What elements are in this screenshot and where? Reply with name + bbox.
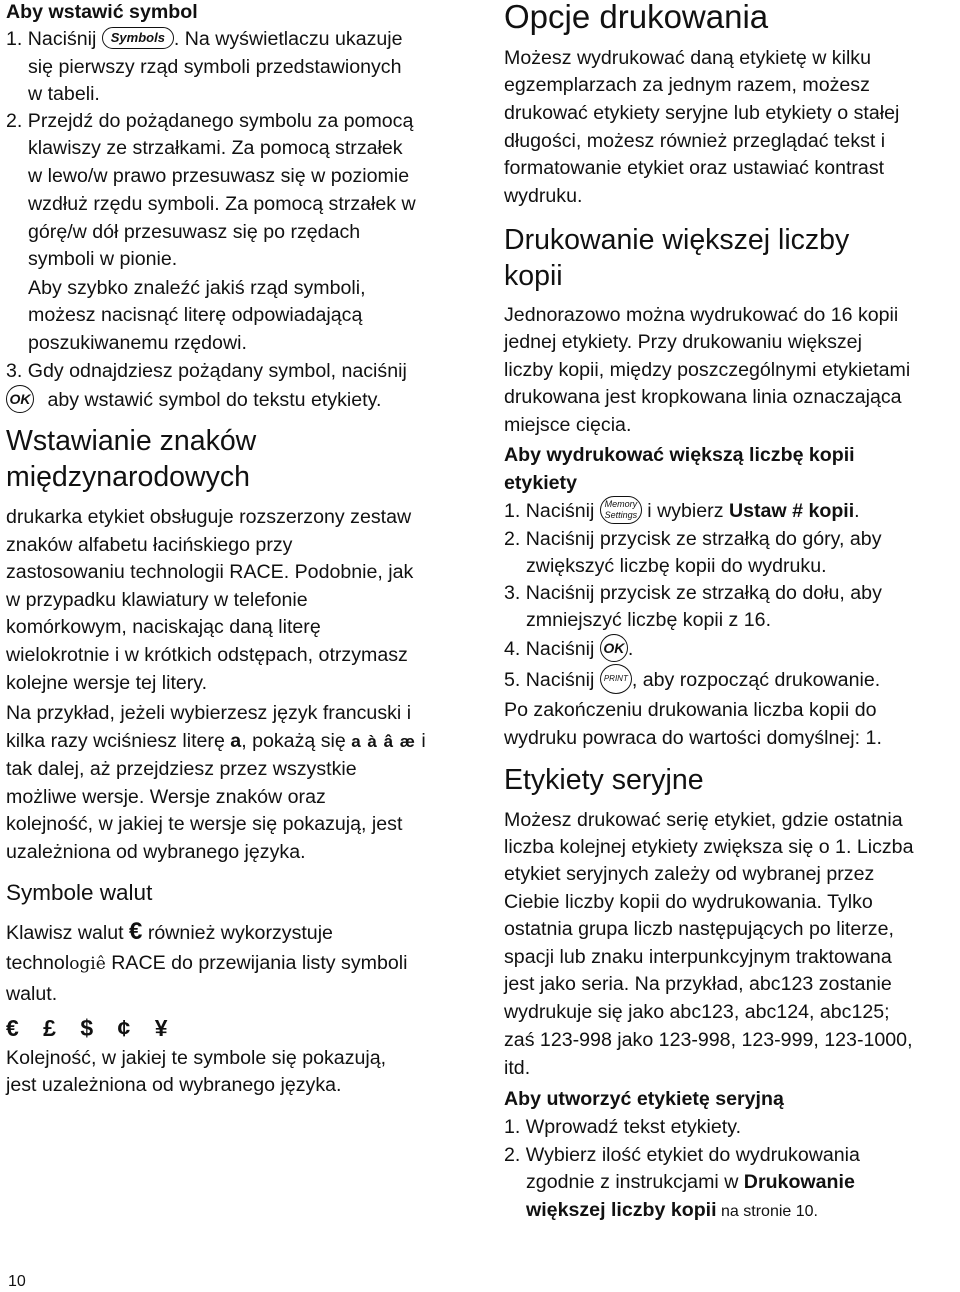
paragraph-line: wielokrotnie i w krótkich odstępach, otrzymasz <box>6 644 408 666</box>
paragraph-line <box>6 951 407 976</box>
paragraph-line: egzemplarzach za jednym razem, możesz <box>504 74 870 96</box>
international-heading: Wstawianie znaków <box>6 425 257 457</box>
step-text: na stronie 10. <box>716 1203 818 1220</box>
paragraph-line: zastosowaniu technologii RACE. Podobnie, jak <box>6 561 414 583</box>
paragraph-line: liczba kolejnej etykiety zwiększa się o 1. Liczba <box>504 836 914 858</box>
page-number: 10 <box>8 1273 26 1290</box>
paragraph-line: Ciebie liczby kopii do wydrukowania. Tylko <box>504 891 873 913</box>
paragraph-line: Jednorazowo można wydrukować do 16 kopii <box>504 304 899 326</box>
accented-characters: a à â æ <box>351 732 416 751</box>
paragraph-line: możliwe wersje. Wersje znaków oraz <box>6 786 326 808</box>
step-2-line: poszukiwanemu rzędowi. <box>28 332 247 354</box>
step-2-line: Aby szybko znaleźć jakiś rząd symboli, <box>28 277 366 299</box>
copies-subheading: etykiety <box>504 472 577 494</box>
paragraph-line: Po zakończeniu drukowania liczba kopii do <box>504 699 877 721</box>
copies-step-3: zmniejszyć liczbę kopii z 16. <box>526 609 772 631</box>
memory-settings-key-icon: Memory Settings <box>600 496 642 524</box>
paragraph-line: znaków alfabetu łacińskiego przy <box>6 534 293 556</box>
step-1-line: w tabeli. <box>28 83 100 105</box>
copies-step-3: 3. Naciśnij przycisk ze strzałką do dołu, aby <box>504 582 882 604</box>
paragraph-line: formatowanie etykiet oraz ustawiać kontrast <box>504 157 885 179</box>
example-text: i <box>415 730 426 752</box>
menu-option-name: Ustaw # kopii <box>728 500 855 523</box>
serial-step-2 <box>526 1198 818 1224</box>
step-text: zgodnie z instrukcjami w <box>526 1171 744 1193</box>
paragraph-line: spacji lub znaku interpunkcyjnym traktowana <box>504 946 892 968</box>
paragraph-line: w przypadku klawiatury w telefonie <box>6 589 308 611</box>
print-options-heading: Opcje drukowania <box>504 0 769 35</box>
euro-key-icon: € <box>129 918 143 945</box>
copies-step-4: 4. Naciśnij OK . <box>504 636 633 664</box>
copies-heading: Drukowanie większej liczby <box>504 224 850 256</box>
currency-glyph-text: ogiê <box>69 954 106 974</box>
step-2-line: klawiszy ze strzałkami. Za pomocą strzałek <box>28 137 403 159</box>
step-3-line: 3. Gdy odnajdziesz pożądany symbol, naciśnij <box>6 360 407 382</box>
paragraph-line: itd. <box>504 1057 531 1079</box>
paragraph-line: ostatnia grupa liczb następujących po literze, <box>504 918 894 940</box>
paragraph-line: miejsce cięcia. <box>504 414 632 436</box>
paragraph-line: jednej etykiety. Przy drukowaniu większej <box>504 331 862 353</box>
currency-heading: Symbole walut <box>6 880 153 905</box>
step-3-text: aby wstawić symbol do tekstu etykiety. <box>47 389 382 412</box>
print-key-icon: PRINT <box>600 664 632 694</box>
symbols-key-icon: Symbols <box>102 27 174 49</box>
paragraph-line: Możesz drukować serię etykiet, gdzie ostatnia <box>504 809 903 831</box>
step-text: 5. Naciśnij <box>504 669 595 692</box>
insert-symbol-heading: Aby wstawić symbol <box>6 1 198 23</box>
paragraph-line: zaś 123-998 jako 123-998, 123-999, 123-1000, <box>504 1029 913 1051</box>
paragraph-line: wydruku. <box>504 185 583 207</box>
cross-reference: Drukowanie <box>743 1171 855 1193</box>
step-text: 1. Naciśnij <box>504 500 595 523</box>
paragraph-line <box>6 920 333 945</box>
step-2-line: symboli w pionie. <box>28 248 178 270</box>
step-2-line: w lewo/w prawo przesuwasz się w poziomie <box>28 165 410 187</box>
paragraph-line: walut. <box>6 983 58 1005</box>
paragraph-line: tak dalej, aż przejdziesz przez wszystkie <box>6 758 357 780</box>
paragraph-line: etykiet seryjnych zależy od wybranej przez <box>504 863 875 885</box>
ok-key-icon: OK <box>6 385 34 413</box>
paragraph-line: Na przykład, jeżeli wybierzesz język francuski i <box>6 702 412 724</box>
paragraph-line: drukować etykiety seryjne lub etykiety o stałej <box>504 102 900 124</box>
paragraph-line: liczby kopii, między poszczególnymi etykietami <box>504 359 911 381</box>
serial-step-2: 2. Wybierz ilość etykiet do wydrukowania <box>504 1144 860 1166</box>
currency-text: technol <box>6 952 70 974</box>
step-1-text-cont: . Na wyświetlaczu ukazuje <box>173 28 403 50</box>
copies-heading: kopii <box>504 260 563 292</box>
step-2-line: wzdłuż rzędu symboli. Za pomocą strzałek w <box>28 193 416 215</box>
paragraph-line: wydruku powraca do wartości domyślnej: 1. <box>504 727 882 749</box>
serial-heading: Etykiety seryjne <box>504 764 704 796</box>
copies-step-1: 1. Naciśnij Memory Settings i wybierz Ustaw # kopii. <box>504 498 860 526</box>
paragraph-line: kolejne wersje tej litery. <box>6 672 208 694</box>
copies-step-5 <box>504 666 880 696</box>
international-heading: międzynarodowych <box>6 461 250 493</box>
paragraph-line: drukowana jest kropkowana linia oznaczająca <box>504 386 902 408</box>
paragraph-line: wydrukuje się jako abc123, abc124, abc125; <box>504 1001 890 1023</box>
step-2-line: 2. Przejdź do pożądanego symbolu za pomocą <box>6 110 414 132</box>
step-2-line: możesz nacisnąć literę odpowiadającą <box>28 304 363 326</box>
example-letter: a <box>230 730 242 752</box>
copies-subheading: Aby wydrukować większą liczbę kopii <box>504 444 855 466</box>
currency-text: również wykorzystuje <box>142 922 333 944</box>
serial-subheading: Aby utworzyć etykietę seryjną <box>504 1088 784 1110</box>
currency-symbols: € £ $ ¢ ¥ <box>6 1015 177 1041</box>
paragraph-line: jest jako seria. Na przykład, abc123 zostanie <box>504 973 892 995</box>
paragraph-line: długości, możesz również przeglądać tekst i <box>504 130 886 152</box>
paragraph-line: komórkowym, naciskając daną literę <box>6 616 321 638</box>
step-1-text: 1. Naciśnij <box>6 28 97 50</box>
step-1-line <box>6 27 403 51</box>
copies-step-2: zwiększyć liczbę kopii do wydruku. <box>526 555 827 577</box>
serial-step-1: 1. Wprowadź tekst etykiety. <box>504 1116 742 1138</box>
paragraph-line: Możesz wydrukować daną etykietę w kilku <box>504 47 871 69</box>
example-text: , pokażą się <box>241 730 352 752</box>
paragraph-line: jest uzależniona od wybranego języka. <box>6 1074 342 1096</box>
step-2-line: górę/w dół przesuwasz się po rzędach <box>28 221 361 243</box>
step-text: 4. Naciśnij <box>504 638 595 661</box>
ok-key-icon: OK <box>600 634 628 662</box>
step-3-line <box>6 387 381 415</box>
step-text: i wybierz <box>641 500 729 523</box>
paragraph-line: Kolejność, w jakiej te symbole się pokazują, <box>6 1047 387 1069</box>
paragraph-line: drukarka etykiet obsługuje rozszerzony zestaw <box>6 506 412 528</box>
step-text: , aby rozpocząć drukowanie. <box>631 669 881 692</box>
paragraph-line: uzależniona od wybranego języka. <box>6 841 306 863</box>
currency-text: RACE do przewijania listy symboli <box>105 952 408 974</box>
currency-text: Klawisz walut <box>6 922 130 944</box>
step-1-line: się pierwszy rząd symboli przedstawionych <box>28 56 402 78</box>
serial-step-2 <box>526 1170 855 1194</box>
cross-reference: większej liczby kopii <box>526 1199 717 1221</box>
copies-step-2: 2. Naciśnij przycisk ze strzałką do góry, aby <box>504 528 882 550</box>
example-text: kilka razy wciśniesz literę <box>6 730 231 752</box>
paragraph-line: kolejność, w jakiej te wersje się pokazują, jest <box>6 813 403 835</box>
paragraph-line <box>6 729 426 754</box>
